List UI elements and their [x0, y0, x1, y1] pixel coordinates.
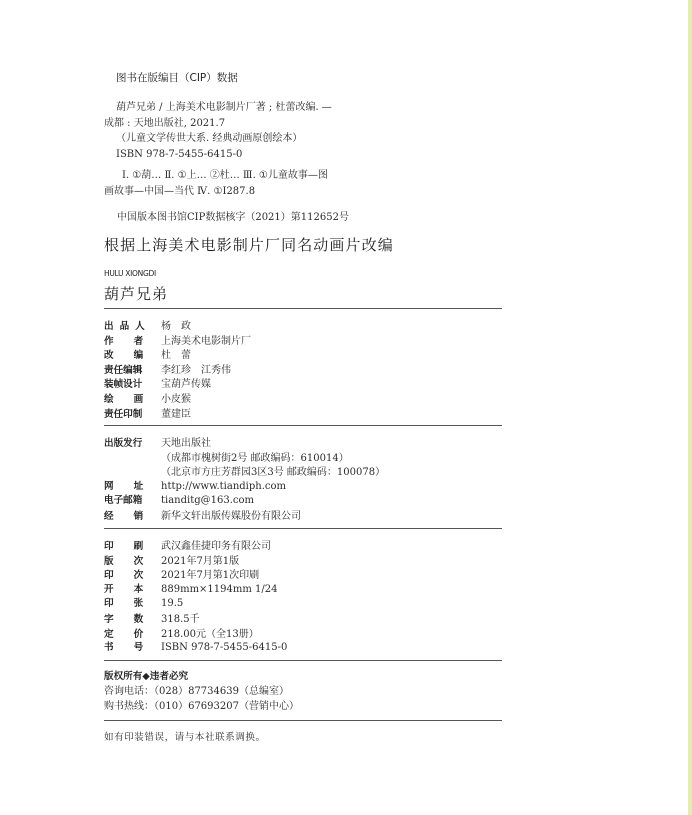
email-address: tianditg@163.com [161, 495, 255, 507]
publisher-section [104, 434, 502, 522]
publisher-address [104, 463, 502, 478]
cip-line: 画故事—中国—当代 Ⅳ. ①I287.8 [104, 185, 256, 197]
print-label: 印张 [104, 598, 164, 610]
print-label: 版次 [104, 555, 164, 567]
address-chengdu: （成都市槐树街2号 邮政编码：610014） [161, 452, 349, 464]
credit-row [104, 375, 502, 390]
credit-label: 装帧设计 [104, 379, 143, 391]
cip-classification [104, 168, 374, 199]
print-value: 19.5 [161, 598, 184, 610]
website-url: http://www.tiandiph.com [161, 480, 286, 492]
print-row [104, 595, 502, 610]
credit-value: 上海美术电影制片厂 [161, 335, 251, 347]
print-label: 书号 [104, 642, 164, 654]
credit-label: 作者 [104, 335, 164, 347]
divider [104, 308, 502, 309]
print-value: 889mm×1194mm 1/24 [161, 583, 278, 595]
cip-line: ISBN 978-7-5455-6415-0 [116, 148, 243, 160]
publisher-label: 出版发行 [104, 438, 143, 449]
book-title: 葫芦兄弟 [104, 285, 169, 303]
credit-label: 责任印制 [104, 408, 143, 420]
credit-label: 改编 [104, 350, 164, 362]
print-section [104, 537, 502, 654]
cip-line: Ⅰ. ①葫… Ⅱ. ①上… ②杜… Ⅲ. ①儿童故事—图 [122, 170, 328, 181]
print-row [104, 566, 502, 581]
print-value: 2021年7月第1次印刷 [161, 570, 260, 582]
print-row [104, 639, 502, 654]
credit-row [104, 332, 502, 347]
website-label: 网址 [104, 480, 164, 492]
cip-title: 图书在版编目（CIP）数据 [116, 72, 238, 84]
cip-line: 成都 : 天地出版社, 2021.7 [104, 117, 226, 129]
print-value: 318.5千 [161, 613, 200, 625]
distributor-row [104, 507, 502, 522]
credits-section [104, 317, 502, 419]
print-label: 字数 [104, 613, 164, 625]
credit-value: 董建臣 [161, 408, 191, 420]
book-title-pinyin: HULU XIONGDI [104, 269, 156, 278]
divider [104, 660, 502, 661]
print-label: 开本 [104, 583, 164, 595]
print-label: 定价 [104, 628, 164, 640]
credit-row [104, 405, 502, 420]
credit-value: 杨 政 [161, 321, 191, 332]
print-row [104, 610, 502, 625]
email-row [104, 492, 502, 507]
credit-row [104, 390, 502, 405]
print-row [104, 537, 502, 552]
print-label: 印刷 [104, 541, 164, 552]
cip-line: 葫芦兄弟 / 上海美术电影制片厂著 ; 杜蕾改编. — [116, 102, 332, 113]
distributor-name: 新华文轩出版传媒股份有限公司 [161, 510, 301, 522]
copyright-notice: 版权所有◆违者必究 [104, 671, 189, 682]
credit-label: 责任编辑 [104, 364, 143, 376]
cip-entry [104, 100, 374, 162]
publisher-name: 天地出版社 [161, 438, 211, 449]
email-label: 电子邮箱 [104, 495, 143, 507]
print-label: 印次 [104, 570, 164, 582]
purchase-hotline: 购书热线：（010）67693207（营销中心） [104, 701, 299, 712]
print-row [104, 552, 502, 567]
print-row [104, 625, 502, 640]
adaptation-headline: 根据上海美术电影制片厂同名动画片改编 [104, 236, 394, 254]
print-value: 武汉鑫佳捷印务有限公司 [161, 541, 271, 552]
credit-row [104, 346, 502, 361]
credit-value: 小皮猴 [161, 393, 191, 405]
distributor-label: 经销 [104, 510, 164, 522]
consult-phone: 咨询电话：（028）87734639（总编室） [104, 686, 289, 697]
cip-record-number: 中国版本图书馆CIP数据核字（2021）第112652号 [117, 212, 349, 223]
address-beijing: （北京市方庄芳群园3区3号 邮政编码：100078） [161, 467, 386, 479]
credit-value: 宝葫芦传媒 [161, 379, 211, 391]
credit-row [104, 317, 502, 332]
credit-value: 李红珍 江秀伟 [161, 364, 231, 376]
publisher-row [104, 434, 502, 449]
credit-row [104, 361, 502, 376]
divider [104, 425, 502, 426]
print-value: 218.00元（全13册） [161, 628, 259, 640]
print-value: ISBN 978-7-5455-6415-0 [161, 642, 288, 654]
print-value: 2021年7月第1版 [161, 555, 240, 567]
print-row [104, 581, 502, 596]
copyright-section [104, 669, 299, 714]
print-error-notice: 如有印装错误，请与本社联系调换。 [104, 732, 266, 743]
credit-label: 绘画 [104, 393, 164, 405]
page-edge-strip [688, 0, 692, 815]
credit-value: 杜 蕾 [161, 350, 191, 362]
website-row [104, 478, 502, 493]
publisher-address [104, 449, 502, 464]
divider [104, 720, 502, 721]
cip-line: （儿童文学传世大系. 经典动画原创绘本） [116, 133, 303, 144]
credit-label: 出品人 [104, 321, 151, 332]
divider [104, 528, 502, 529]
